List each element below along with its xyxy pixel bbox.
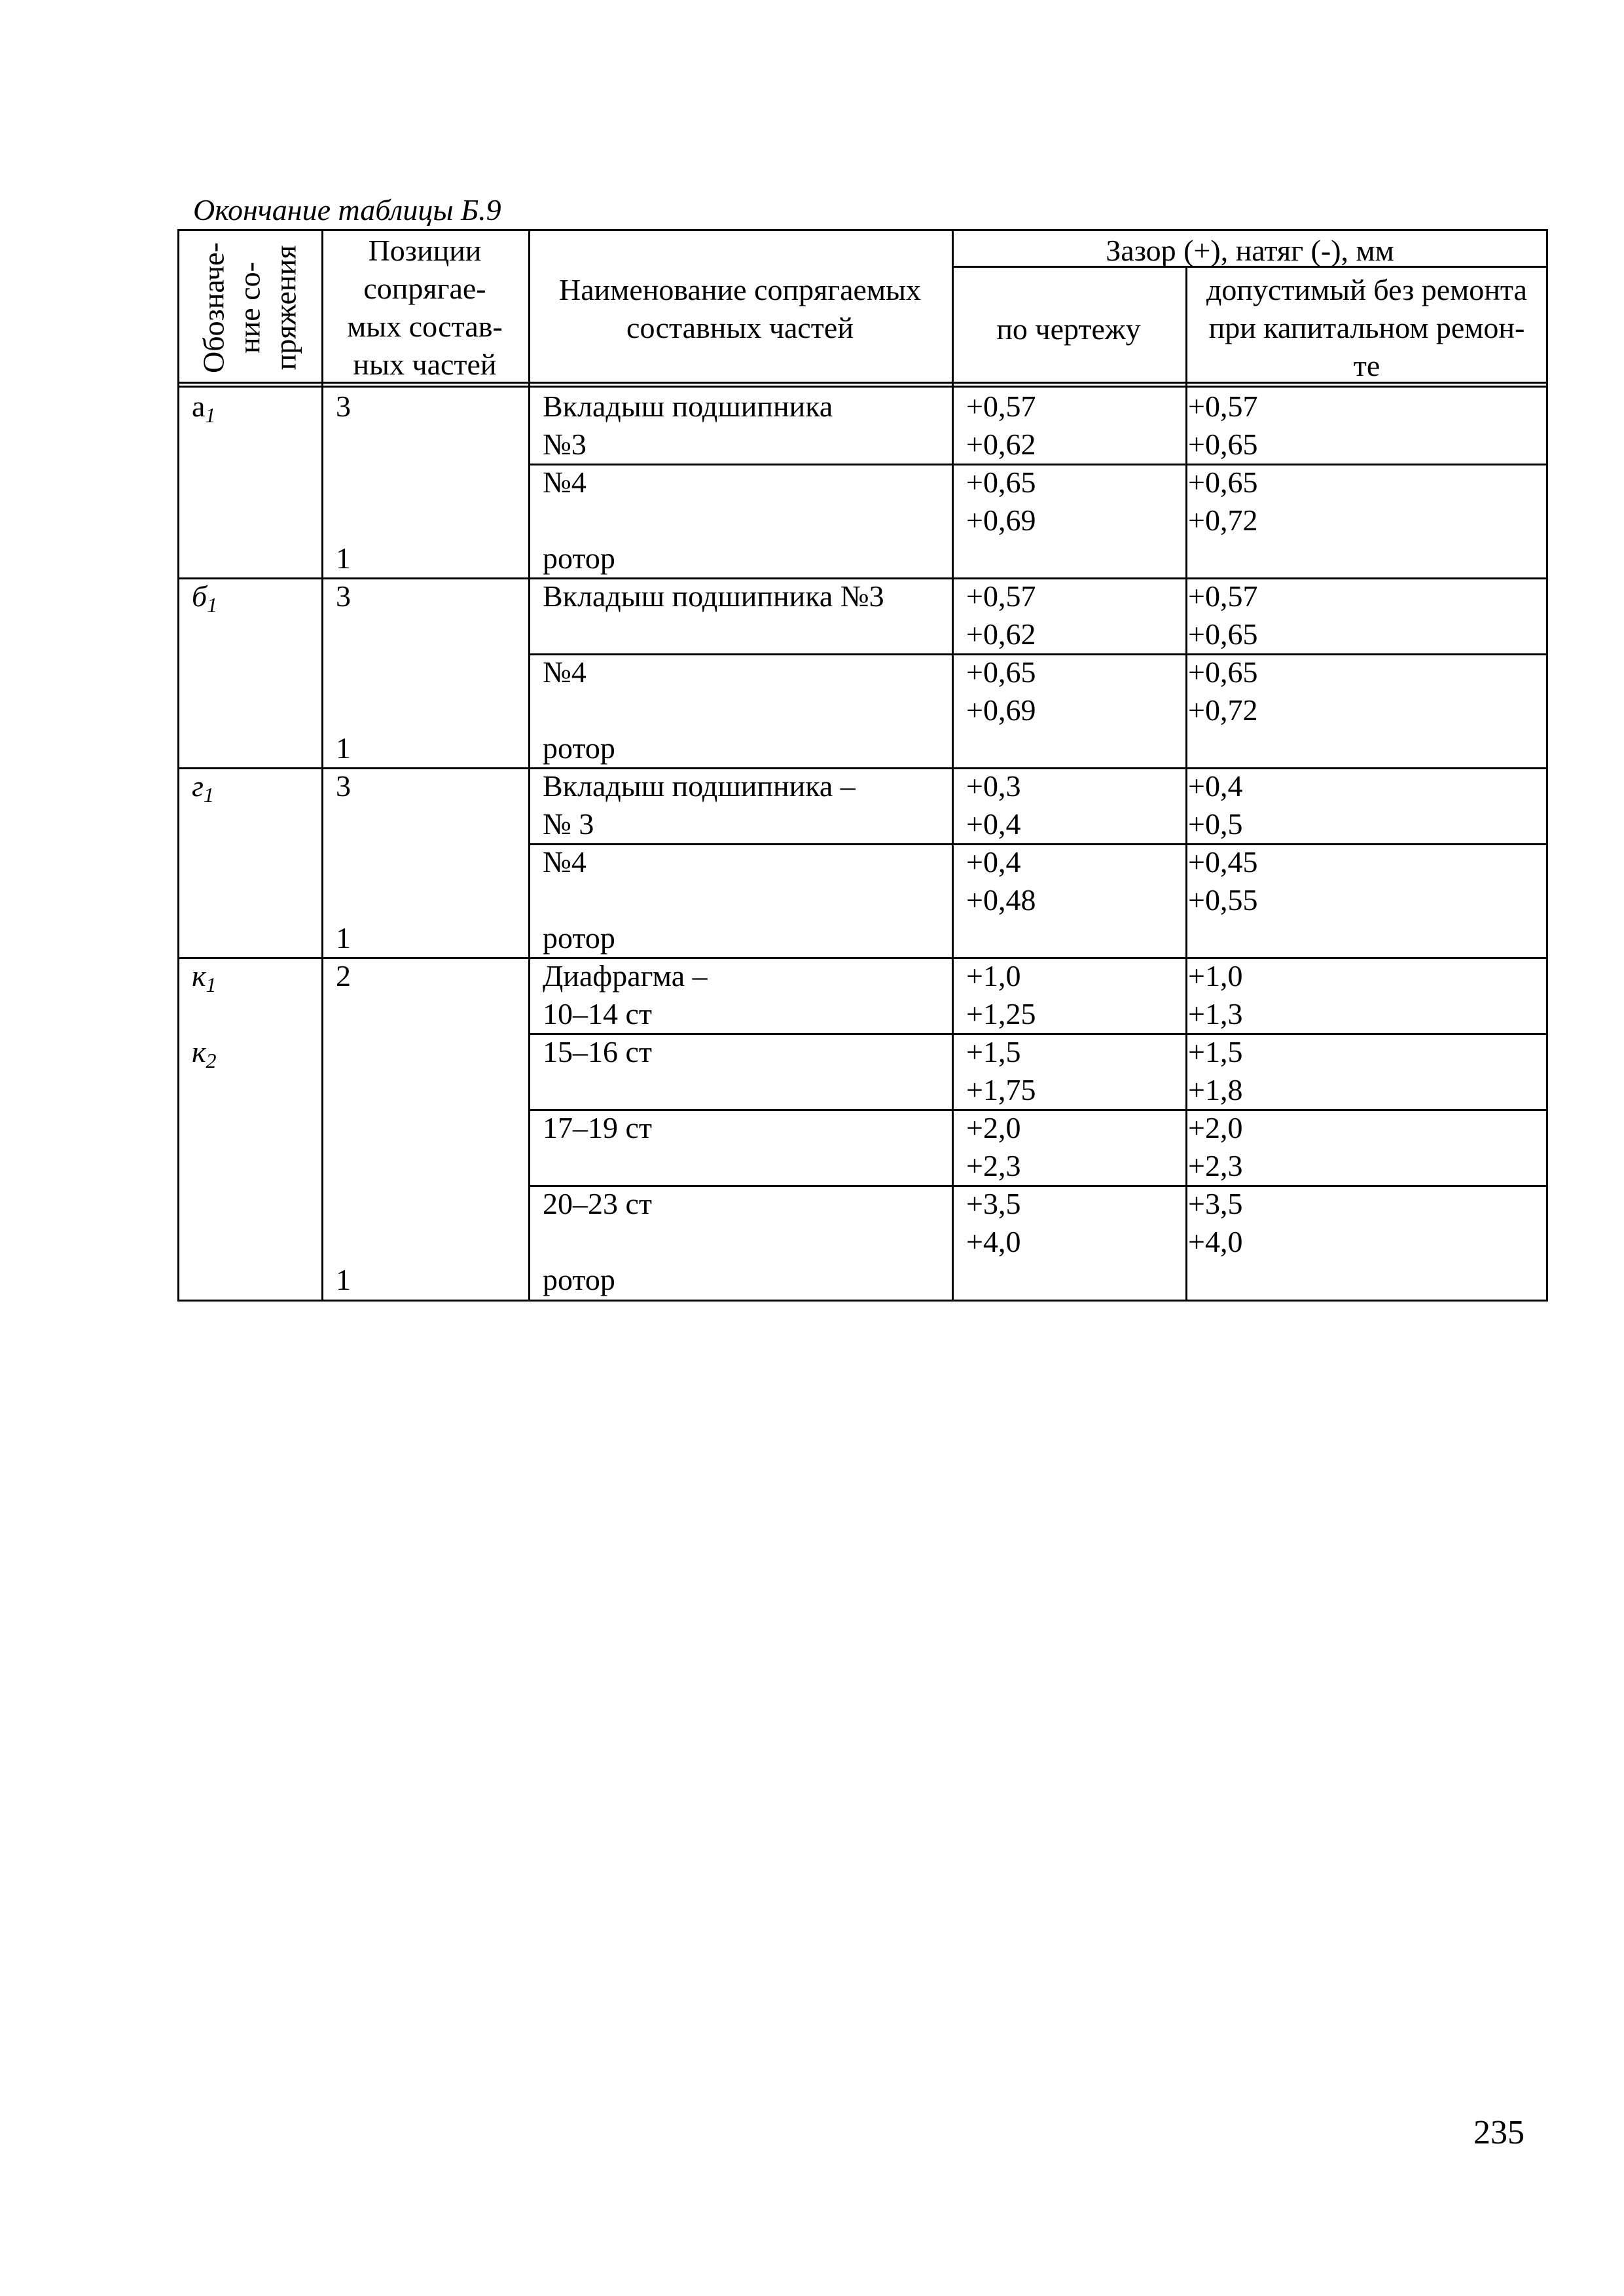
header-name-line: составных частей	[626, 311, 854, 344]
designation-letter: к	[192, 959, 206, 993]
designation-letter: а	[192, 390, 206, 423]
position-bottom: 1	[336, 921, 351, 955]
value-by-drawing: +0,4	[966, 845, 1021, 879]
value-allowed: +1,0	[1188, 959, 1243, 993]
header-positions-line: мых состав-	[347, 310, 503, 343]
value-allowed: +0,65	[1188, 465, 1258, 499]
column-divider-1	[321, 229, 323, 1302]
value-allowed: +0,65	[1188, 428, 1258, 461]
value-by-drawing: +0,48	[966, 883, 1036, 917]
designation-cell	[192, 577, 217, 615]
part-name: №3	[543, 428, 586, 461]
position-bottom: 1	[336, 541, 351, 575]
value-by-drawing: +0,69	[966, 503, 1036, 537]
value-allowed: +0,45	[1188, 845, 1258, 879]
value-allowed: +2,3	[1188, 1149, 1243, 1182]
designation-subscript: 2	[206, 1049, 217, 1072]
value-by-drawing: +2,3	[966, 1149, 1021, 1182]
header-positions-line: ных частей	[353, 348, 497, 381]
column-divider-3	[952, 229, 954, 1302]
row-divider	[528, 1109, 1548, 1111]
designation-letter: б	[192, 579, 208, 613]
row-divider	[528, 464, 1548, 465]
part-name: Диафрагма –	[543, 959, 708, 993]
header-allowed-line: при капитальном ремон-	[1208, 311, 1525, 344]
value-by-drawing: +0,57	[966, 579, 1036, 613]
value-allowed: +0,72	[1188, 693, 1258, 727]
part-name: Вкладыш подшипника №3	[543, 579, 884, 613]
value-allowed: +0,5	[1188, 807, 1243, 841]
position-top: 3	[336, 769, 351, 803]
value-allowed: +0,65	[1188, 617, 1258, 651]
header-divider-second	[177, 386, 1548, 388]
header-designation-line: Обозначе-	[196, 242, 230, 373]
part-name: 17–19 ст	[543, 1111, 653, 1144]
value-by-drawing: +0,4	[966, 807, 1021, 841]
page-number: 235	[1473, 2114, 1525, 2151]
table-border-right	[1546, 229, 1548, 1302]
part-name: 15–16 ст	[543, 1035, 653, 1068]
value-by-drawing: +0,57	[966, 390, 1036, 423]
value-allowed: +1,5	[1188, 1035, 1243, 1068]
position-top: 3	[336, 579, 351, 613]
designation-letter: г	[192, 769, 204, 803]
header-positions-line: Позиции	[368, 234, 482, 267]
value-by-drawing: +1,5	[966, 1035, 1021, 1068]
header-designation-line: пряжения	[268, 245, 302, 371]
part-name: №4	[543, 845, 586, 879]
value-allowed: +0,57	[1188, 390, 1258, 423]
value-by-drawing: +0,69	[966, 693, 1036, 727]
part-name-rotor: ротор	[543, 541, 615, 575]
value-allowed: +4,0	[1188, 1225, 1243, 1258]
row-divider	[528, 653, 1548, 655]
value-by-drawing: +0,3	[966, 769, 1021, 803]
position-bottom: 1	[336, 1263, 351, 1296]
value-allowed: +0,72	[1188, 503, 1258, 537]
table-border-bottom	[177, 1300, 1548, 1302]
part-name: Вкладыш подшипника –	[543, 769, 856, 803]
column-divider-2	[528, 229, 530, 1302]
part-name-rotor: ротор	[543, 921, 615, 955]
value-allowed: +0,4	[1188, 769, 1243, 803]
header-allowed-line: те	[1353, 349, 1380, 382]
header-allowed-line: допустимый без ремонта	[1206, 273, 1527, 306]
designation-subscript: 1	[203, 783, 214, 807]
header-designation-line: ние со-	[232, 262, 266, 354]
value-by-drawing: +0,62	[966, 428, 1036, 461]
value-by-drawing: +1,0	[966, 959, 1021, 993]
value-allowed: +3,5	[1188, 1187, 1243, 1220]
clearance-table	[177, 229, 1548, 1302]
table-border-left	[177, 229, 179, 1302]
part-name: 20–23 ст	[543, 1187, 653, 1220]
position-top: 3	[336, 390, 351, 423]
part-name-rotor: ротор	[543, 1263, 615, 1296]
part-name: Вкладыш подшипника	[543, 390, 833, 423]
position-bottom: 1	[336, 731, 351, 765]
part-name-rotor: ротор	[543, 731, 615, 765]
header-clearance-group: Зазор (+), натяг (-), мм	[1106, 234, 1394, 267]
value-by-drawing: +0,65	[966, 655, 1036, 689]
value-by-drawing: +3,5	[966, 1187, 1021, 1220]
designation-cell	[192, 388, 215, 426]
table-border-top	[177, 229, 1548, 231]
value-by-drawing: +4,0	[966, 1225, 1021, 1258]
row-divider	[528, 843, 1548, 845]
part-name: №4	[543, 465, 586, 499]
designation-letter: к	[192, 1035, 206, 1068]
header-name-line: Наименование сопрягаемых	[559, 273, 921, 306]
part-name: № 3	[543, 807, 594, 841]
column-divider-4	[1185, 266, 1187, 1302]
table-caption: Окончание таблицы Б.9	[193, 193, 501, 227]
row-divider	[528, 1033, 1548, 1035]
value-allowed: +2,0	[1188, 1111, 1243, 1144]
value-allowed: +1,8	[1188, 1073, 1243, 1106]
group-divider	[177, 957, 1548, 959]
header-designation	[177, 229, 321, 386]
value-allowed: +1,3	[1188, 997, 1243, 1030]
group-divider	[177, 767, 1548, 769]
value-by-drawing: +0,62	[966, 617, 1036, 651]
part-name: 10–14 ст	[543, 997, 653, 1030]
designation-cell-second	[192, 1033, 217, 1071]
value-by-drawing: +2,0	[966, 1111, 1021, 1144]
value-by-drawing: +1,25	[966, 997, 1036, 1030]
part-name: №4	[543, 655, 586, 689]
position-top: 2	[336, 959, 351, 993]
designation-subscript: 1	[206, 973, 217, 996]
value-by-drawing: +0,65	[966, 465, 1036, 499]
header-positions-line: сопрягае-	[363, 272, 486, 305]
designation-cell	[192, 957, 217, 995]
value-allowed: +0,65	[1188, 655, 1258, 689]
value-allowed: +0,57	[1188, 579, 1258, 613]
header-by-drawing: по чертежу	[996, 312, 1141, 346]
value-by-drawing: +1,75	[966, 1073, 1036, 1106]
designation-subscript: 1	[207, 593, 218, 617]
designation-subscript: 1	[205, 403, 216, 427]
designation-cell	[192, 767, 214, 805]
row-divider	[528, 1185, 1548, 1187]
value-allowed: +0,55	[1188, 883, 1258, 917]
